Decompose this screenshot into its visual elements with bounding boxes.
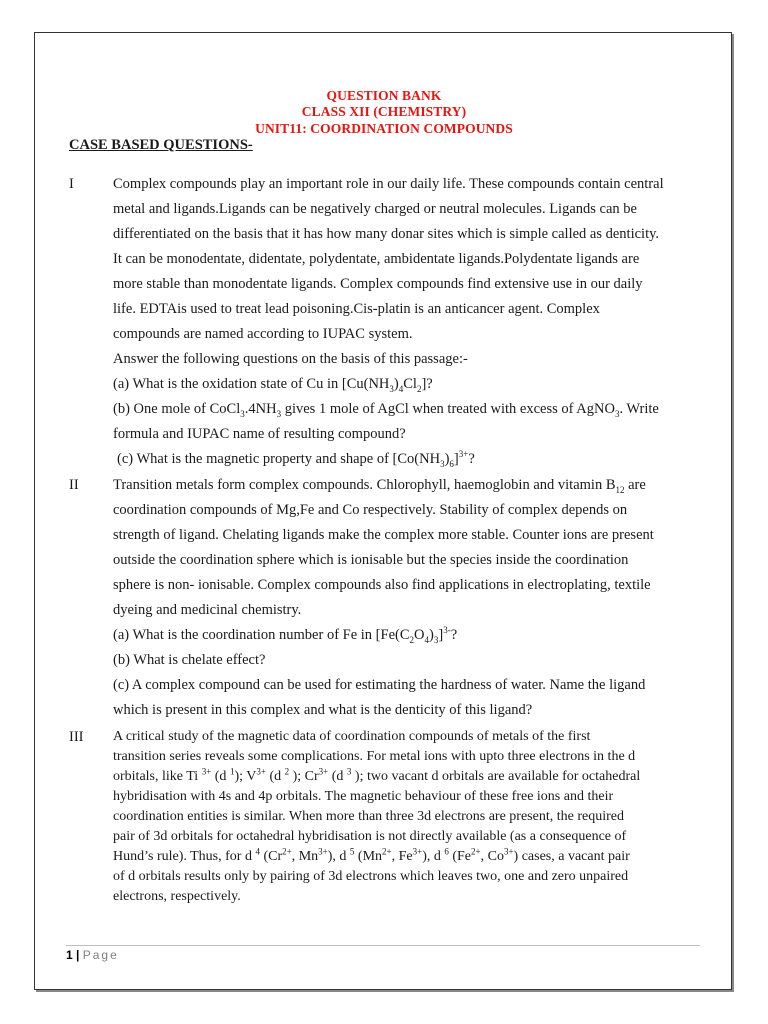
case-1-line: compounds are named according to IUPAC system. <box>113 326 413 342</box>
title-question-bank: QUESTION BANK <box>326 88 442 103</box>
case-3-line: Hund’s rule). Thus, for d $^4$ ($Cr^{2+}$, $Mn^{3+}$), d $^5$ ($Mn^{2+}$, $Fe^{3+}$), d $^6$ ($Fe^{2+}$, $Co^{3+}$) cases, a vacant pair <box>113 846 630 864</box>
question-text: (a) What is the coordination number of Fe in [Fe(C <box>113 627 410 643</box>
line-text: Transition metals form complex compounds. Chlorophyll, haemoglobin and vitamin B <box>113 477 616 493</box>
page-label: Page <box>82 948 119 962</box>
case-1-line: differentiated on the basis that it has how many donar sites which is simple called as denticity. <box>113 226 660 242</box>
case-1-line: more stable than monodentate ligands. Complex compounds find extensive use in our daily <box>113 276 643 292</box>
subscript: 12 <box>615 484 625 495</box>
case-3-line: transition series reveals some complications. For metal ions with upto three electrons in the d <box>113 749 636 764</box>
case-3-line: coordination entities is similar. When more than three 3d electrons are present, the required <box>113 809 624 824</box>
page-number: 1 <box>66 948 73 962</box>
case-2-question-c: (c) A complex compound can be used for estimating the hardness of water. Name the ligand <box>113 677 646 693</box>
page-footer <box>66 948 119 962</box>
case-1-line: metal and ligands.Ligands can be negatively charged or neutral molecules. Ligands can be <box>113 201 637 217</box>
case-2-question-c-cont: which is present in this complex and what is the denticity of this ligand? <box>113 702 533 718</box>
title-unit: UNIT11: COORDINATION COMPOUNDS <box>255 121 513 136</box>
case-1-instruction: Answer the following questions on the basis of this passage:- <box>113 351 468 367</box>
case-2-line: outside the coordination sphere which is ionisable but the species inside the coordination <box>113 552 629 568</box>
case-2-numeral: II <box>69 477 79 493</box>
case-2-question-a: (a) What is the coordination number of Fe in $[Fe(C_2O_4)_3]^{3-}$? <box>113 625 458 645</box>
case-3-numeral: III <box>69 729 84 745</box>
question-text: gives 1 mole of AgCl when treated with excess of AgNO <box>281 401 615 417</box>
case-1-numeral: I <box>69 176 74 192</box>
case-3-line: of d orbitals results only by pairing of 3d electrons which leaves two, one and zero unpaired <box>113 869 629 884</box>
case-1-line: Complex compounds play an important role in our daily life. These compounds contain central <box>113 176 664 192</box>
case-2-line: sphere is non- ionisable. Complex compounds also find applications in electroplating, textile <box>113 577 651 593</box>
case-1-line: life. EDTAis used to treat lead poisoning.Cis-platin is an anticancer agent. Complex <box>113 301 600 317</box>
case-1-question-c: (c) What is the magnetic property and shape of $[Co(NH_3)_6]^{3+}$? <box>117 449 475 469</box>
section-title: CASE BASED QUESTIONS- <box>69 137 253 153</box>
case-3-line: orbitals, like Ti $^{3+}$ (d $^1$); $V^{3+}$ (d $^2$ ); $Cr^{3+}$ (d $^3$ ); two vacant d orbitals are available for octahedral <box>113 766 641 784</box>
title-class: CLASS XII (CHEMISTRY) <box>301 104 467 119</box>
footer-separator: | <box>76 948 80 962</box>
case-2-line: coordination compounds of Mg,Fe and Co respectively. Stability of complex depends on <box>113 502 628 518</box>
footer-divider <box>66 945 700 946</box>
case-2-line <box>113 477 646 494</box>
case-2-line: dyeing and medicinal chemistry. <box>113 602 302 618</box>
case-3-line: electrons, respectively. <box>113 889 241 904</box>
case-3-line: pair of 3d orbitals for octahedral hybridisation is not directly available (as a consequence of <box>113 829 627 844</box>
case-3-line: A critical study of the magnetic data of coordination compounds of metals of the first <box>113 729 591 744</box>
case-1-question-b-cont: formula and IUPAC name of resulting compound? <box>113 426 406 442</box>
question-text: .4NH <box>244 401 277 417</box>
question-text: (b) One mole of CoCl <box>113 401 241 417</box>
line-text: are <box>624 477 646 493</box>
question-text: (a) What is the oxidation state of Cu in [Cu(NH <box>113 376 390 392</box>
case-1-question-a: (a) What is the oxidation state of Cu in $[Cu(NH_3)_4Cl_2]$? <box>113 376 433 394</box>
case-1-question-b: (b) One mole of $CoCl_3.4NH_3$ gives 1 mole of AgCl when treated with excess of AgNO$_3$. Write <box>113 401 659 419</box>
question-text: . Write <box>619 401 659 417</box>
case-2-question-b: (b) What is chelate effect? <box>113 652 266 668</box>
question-text: (c) What is the magnetic property and shape of [Co(NH <box>117 451 441 467</box>
case-1-line: It can be monodentate, didentate, polydentate, ambidentate ligands.Polydentate ligands are <box>113 251 640 267</box>
case-3-line: hybridisation with 4s and 4p orbitals. The magnetic behaviour of these free ions and their <box>113 789 614 804</box>
case-2-line: strength of ligand. Chelating ligands make the complex more stable. Counter ions are present <box>113 527 654 543</box>
